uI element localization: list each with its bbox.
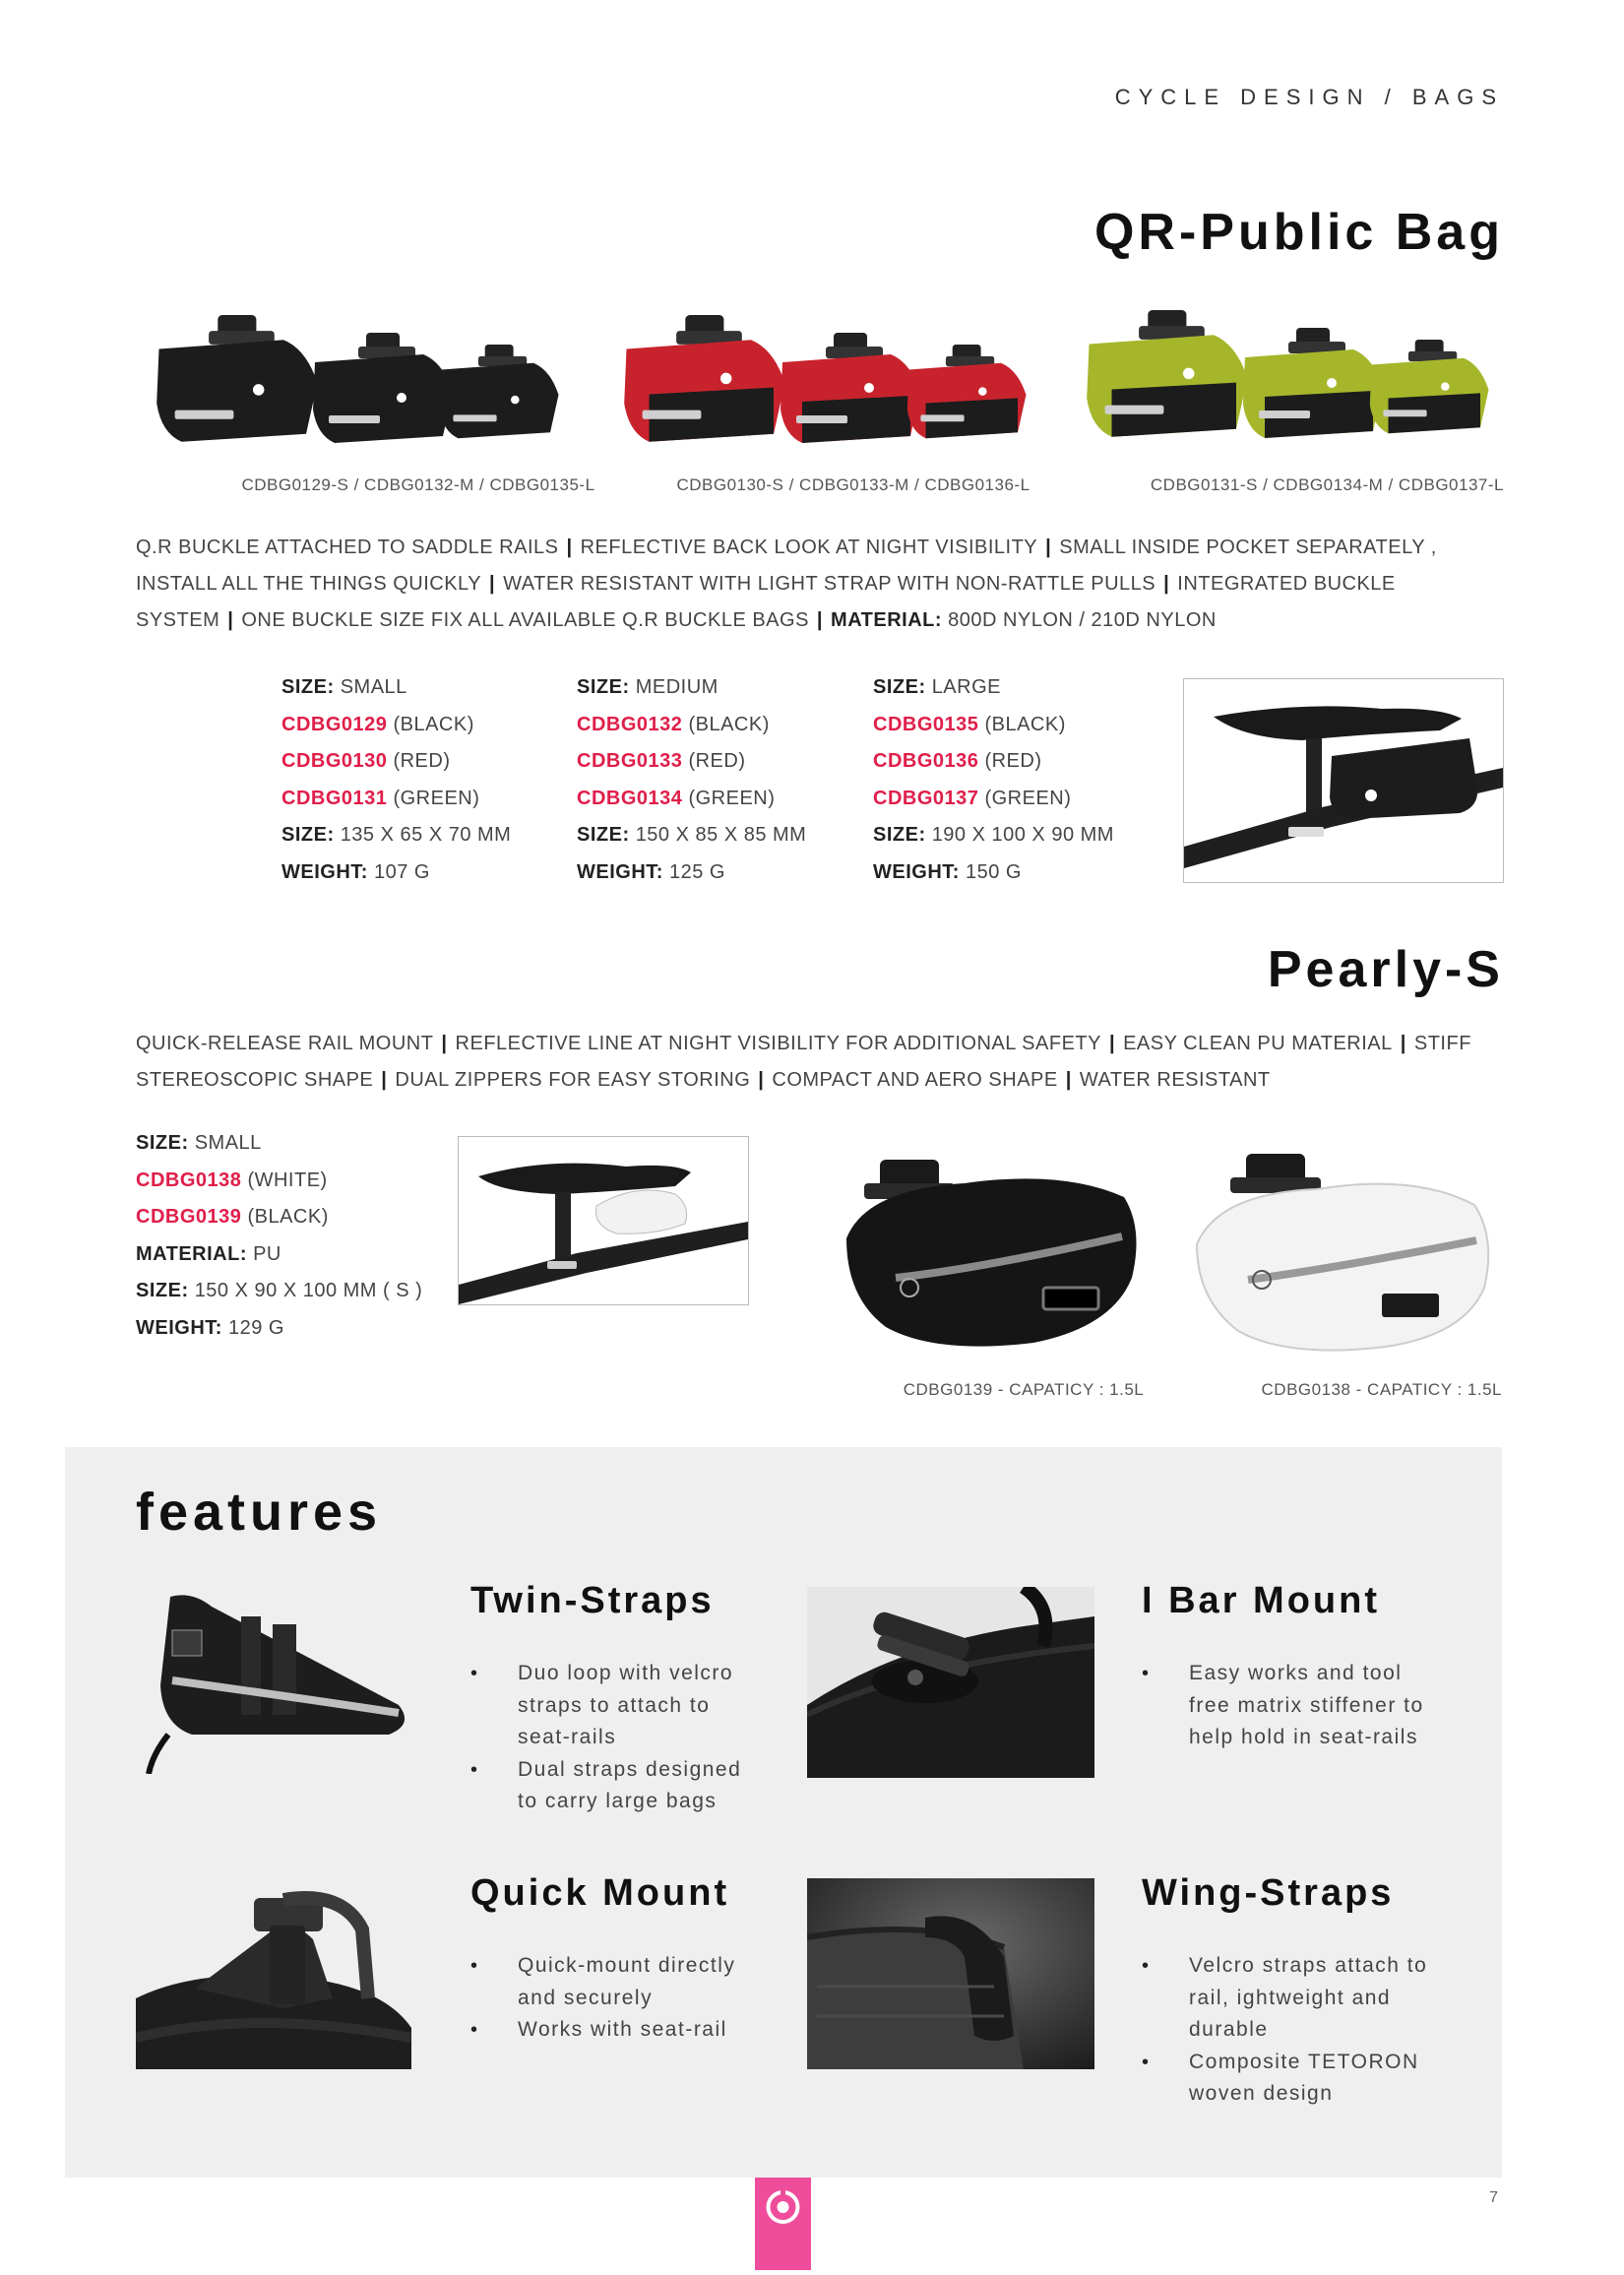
qr-feature-description: Q.R BUCKLE ATTACHED TO SADDLE RAILS | REFLECTIVE BACK LOOK AT NIGHT VISIBILITY | SMALL INSIDE POCKET SEPARATELY , INSTALL ALL THE THINGS QUICKLY | WATER RESISTANT WITH LIGHT STRAP WITH NON-RATTLE PULLS | INTEGRATED BUCKLE SYSTEM | ONE BUCKLE SIZE FIX ALL AVAILABLE Q.R BUCKLE BAGS | MATERIAL: 800D NYLON / 210D NYLON — [136, 537, 1437, 631]
product-color: (BLACK) — [984, 713, 1066, 735]
wing-straps-image — [807, 1878, 1094, 2069]
qr-spec-medium — [577, 669, 806, 891]
feature-bullet: • Duo loop with velcro straps to attach to seat-rails — [470, 1658, 766, 1754]
feature-heading-quick-mount: Quick Mount — [470, 1872, 730, 1914]
spec-dimensions: 150 X 90 X 100 MM ( S ) — [194, 1280, 423, 1301]
spec-dimensions: 190 X 100 X 90 MM — [931, 824, 1114, 846]
feature-heading-twin-straps: Twin-Straps — [470, 1580, 715, 1621]
pearly-caption-black: CDBG0139 - CAPATICY : 1.5L — [903, 1380, 1145, 1399]
feature-bullet: • Works with seat-rail — [470, 2014, 766, 2047]
brand-logo-tab — [755, 2178, 811, 2270]
feature-bullet: • Velcro straps attach to rail, ightweight and durable — [1142, 1950, 1437, 2047]
feature-bullet: • Composite TETORON woven design — [1142, 2047, 1437, 2111]
quick-mount-image — [136, 1890, 411, 2069]
qr-feature: SMALL INSIDE POCKET SEPARATELY , INSTALL ALL THE THINGS QUICKLY — [136, 537, 1437, 595]
qr-bag-green-group-image — [1078, 300, 1511, 448]
pearly-title: Pearly-S — [1267, 941, 1504, 998]
twin-straps-image — [133, 1587, 414, 1774]
product-color: (WHITE) — [247, 1169, 328, 1191]
spec-size-name: LARGE — [931, 676, 1001, 698]
qr-material-label: MATERIAL: — [831, 609, 943, 631]
pearly-feature: QUICK-RELEASE RAIL MOUNT — [136, 1033, 434, 1054]
product-color: (RED) — [984, 750, 1042, 772]
qr-bag-title: QR-Public Bag — [1093, 204, 1504, 261]
spec-dimensions: 150 X 85 X 85 MM — [635, 824, 807, 846]
i-bar-mount-image — [807, 1587, 1094, 1778]
qr-bag-installed-photo — [1183, 678, 1504, 883]
pearly-spec — [136, 1125, 422, 1347]
product-code: CDBG0135 — [873, 713, 979, 735]
pearly-feature: DUAL ZIPPERS FOR EASY STORING — [395, 1069, 751, 1091]
qr-spec-small — [281, 669, 511, 891]
product-code: CDBG0130 — [281, 750, 388, 772]
pearly-feature-description: QUICK-RELEASE RAIL MOUNT | REFLECTIVE LINE AT NIGHT VISIBILITY FOR ADDITIONAL SAFETY | EASY CLEAN PU MATERIAL | STIFF STEREOSCOPIC SHAPE | DUAL ZIPPERS FOR EASY STORING | COMPACT AND AERO SHAPE | WATER RESISTANT — [136, 1033, 1471, 1091]
pearly-black-bag-image — [837, 1150, 1152, 1368]
qr-feature: INTEGRATED BUCKLE SYSTEM — [136, 573, 1396, 631]
product-color: (GREEN) — [393, 787, 480, 809]
i-bar-mount-bullets — [1142, 1658, 1437, 1754]
header-category: CYCLE DESIGN / BAGS — [1114, 85, 1504, 109]
feature-bullet: • Quick-mount directly and securely — [470, 1950, 766, 2014]
spec-material: PU — [253, 1242, 281, 1265]
qr-caption-red: CDBG0130-S / CDBG0133-M / CDBG0136-L — [676, 475, 1031, 494]
spec-label: SIZE: — [136, 1132, 189, 1154]
qr-feature: Q.R BUCKLE ATTACHED TO SADDLE RAILS — [136, 537, 559, 558]
spec-weight: 129 G — [228, 1316, 284, 1339]
product-code: CDBG0138 — [136, 1169, 242, 1191]
spec-label: SIZE: — [873, 676, 926, 698]
product-code: CDBG0131 — [281, 787, 388, 809]
spec-size-name: SMALL — [194, 1132, 262, 1154]
spec-weight: 150 G — [966, 860, 1022, 883]
product-color: (BLACK) — [393, 713, 474, 735]
qr-bag-red-group-image — [615, 305, 1048, 453]
pearly-feature: STIFF STEREOSCOPIC SHAPE — [136, 1033, 1471, 1091]
spec-label: MATERIAL: — [136, 1242, 247, 1265]
qr-feature: REFLECTIVE BACK LOOK AT NIGHT VISIBILITY — [580, 537, 1038, 558]
product-color: (BLACK) — [247, 1206, 329, 1228]
product-code: CDBG0133 — [577, 750, 683, 772]
feature-heading-wing-straps: Wing-Straps — [1142, 1872, 1395, 1914]
product-color: (RED) — [688, 750, 746, 772]
qr-caption-black: CDBG0129-S / CDBG0132-M / CDBG0135-L — [241, 475, 595, 494]
spec-label: SIZE: — [281, 824, 335, 846]
spec-weight: 107 G — [374, 860, 430, 883]
product-color: (GREEN) — [984, 787, 1072, 809]
product-code: CDBG0129 — [281, 713, 388, 735]
product-code: CDBG0134 — [577, 787, 683, 809]
qr-material-value: 800D NYLON / 210D NYLON — [948, 609, 1217, 631]
spec-dimensions: 135 X 65 X 70 MM — [340, 824, 512, 846]
quick-mount-bullets — [470, 1950, 766, 2047]
pearly-installed-photo — [458, 1136, 749, 1305]
spec-label: WEIGHT: — [577, 860, 663, 883]
product-code: CDBG0136 — [873, 750, 979, 772]
spec-size-name: MEDIUM — [635, 676, 718, 698]
spec-label: SIZE: — [873, 824, 926, 846]
spec-label: SIZE: — [577, 824, 630, 846]
spec-size-name: SMALL — [340, 676, 407, 698]
product-color: (RED) — [393, 750, 451, 772]
feature-bullet: • Dual straps designed to carry large bags — [470, 1754, 766, 1818]
spec-label: SIZE: — [281, 676, 335, 698]
spec-label: SIZE: — [136, 1280, 189, 1301]
spec-label: WEIGHT: — [136, 1316, 222, 1339]
features-title: features — [136, 1483, 383, 1542]
qr-feature: ONE BUCKLE SIZE FIX ALL AVAILABLE Q.R BUCKLE BAGS — [241, 609, 809, 631]
product-color: (GREEN) — [688, 787, 776, 809]
product-code: CDBG0137 — [873, 787, 979, 809]
pearly-caption-white: CDBG0138 - CAPATICY : 1.5L — [1261, 1380, 1502, 1399]
qr-bag-black-group-image — [148, 305, 581, 453]
pearly-feature: EASY CLEAN PU MATERIAL — [1123, 1033, 1393, 1054]
product-color: (BLACK) — [688, 713, 770, 735]
qr-spec-large — [873, 669, 1114, 891]
cycle-design-logo-icon — [755, 2178, 811, 2270]
spec-weight: 125 G — [669, 860, 725, 883]
wing-straps-bullets — [1142, 1950, 1437, 2111]
feature-bullet: • Easy works and tool free matrix stiffener to help hold in seat-rails — [1142, 1658, 1437, 1754]
feature-heading-i-bar-mount: I Bar Mount — [1142, 1580, 1380, 1621]
product-code: CDBG0139 — [136, 1206, 242, 1228]
pearly-white-bag-image — [1179, 1150, 1504, 1368]
qr-feature: WATER RESISTANT WITH LIGHT STRAP WITH NON-RATTLE PULLS — [503, 573, 1156, 595]
spec-label: WEIGHT: — [281, 860, 368, 883]
twin-straps-bullets — [470, 1658, 766, 1818]
page-number: 7 — [1489, 2189, 1498, 2206]
pearly-feature: WATER RESISTANT — [1079, 1069, 1271, 1091]
spec-label: SIZE: — [577, 676, 630, 698]
spec-label: WEIGHT: — [873, 860, 960, 883]
product-code: CDBG0132 — [577, 713, 683, 735]
pearly-feature: REFLECTIVE LINE AT NIGHT VISIBILITY FOR ADDITIONAL SAFETY — [455, 1033, 1101, 1054]
qr-caption-green: CDBG0131-S / CDBG0134-M / CDBG0137-L — [1150, 475, 1504, 494]
pearly-feature: COMPACT AND AERO SHAPE — [772, 1069, 1058, 1091]
